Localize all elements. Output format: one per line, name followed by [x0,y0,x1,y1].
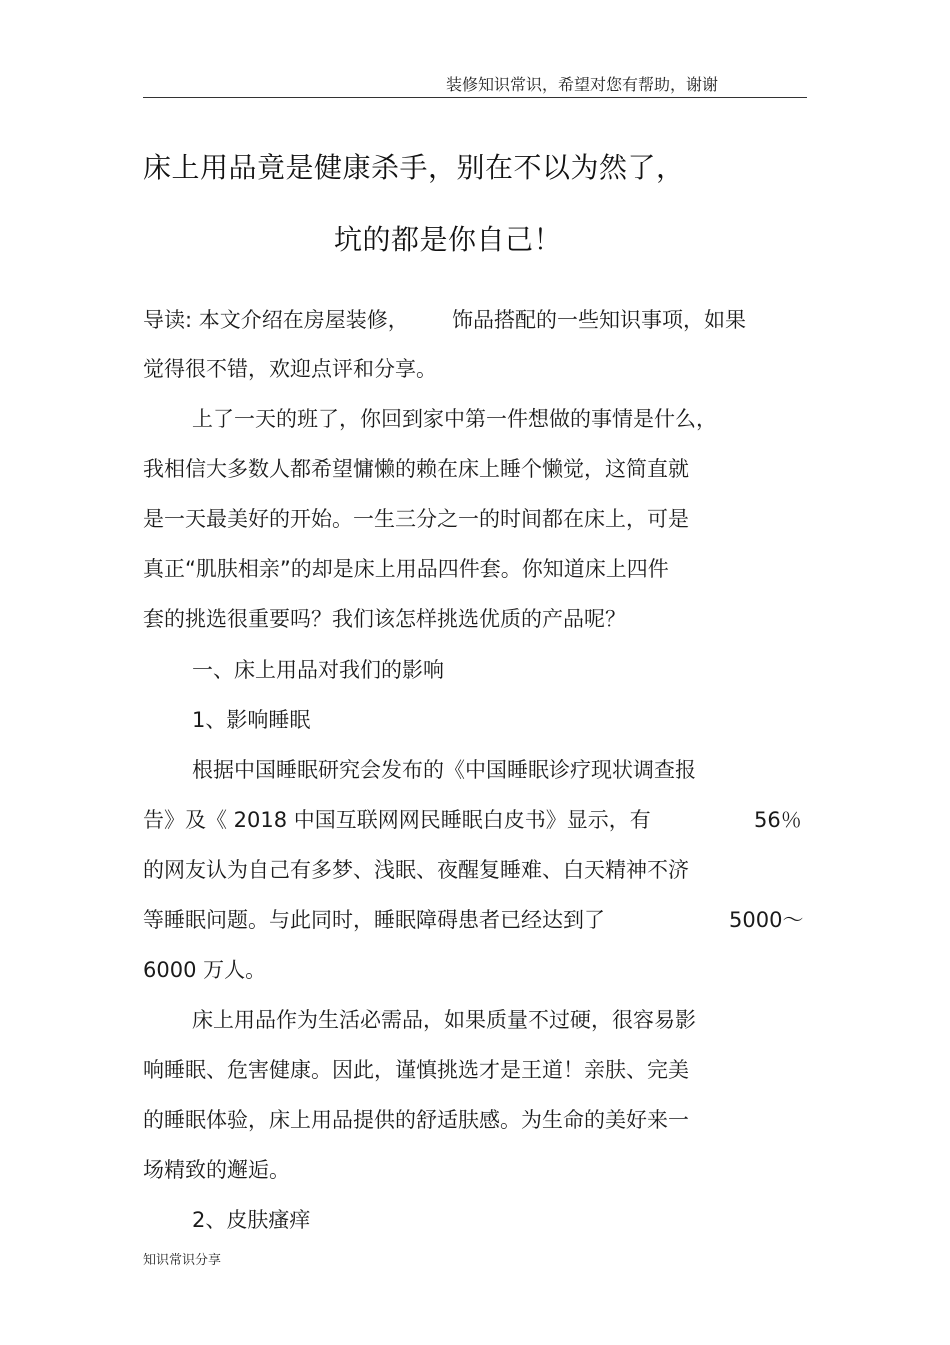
paragraph-line: 的睡眠体验，床上用品提供的舒适肤感。为生命的美好来一 [143,1108,689,1132]
intro-line: 觉得很不错，欢迎点评和分享。 [143,357,437,381]
paragraph-line: 的网友认为自己有多梦、浅眠、夜醒复睡难、白天精神不济 [143,858,689,882]
page-header: 装修知识常识，希望对您有帮助，谢谢 [446,75,719,94]
paragraph-line: 根据中国睡眠研究会发布的《中国睡眠诊疗现状调查报 [192,758,696,782]
intro-line: 饰品搭配的一些知识事项，如果 [452,308,746,332]
header-divider [143,97,807,98]
paragraph-line: 6000 万人。 [143,958,267,982]
subsection-heading: 2、皮肤瘙痒 [192,1208,311,1232]
paragraph-line: 是一天最美好的开始。一生三分之一的时间都在床上，可是 [143,507,689,531]
paragraph-line: 套的挑选很重要吗？我们该怎样挑选优质的产品呢？ [143,607,626,631]
paragraph-line: 我相信大多数人都希望慵懒的赖在床上睡个懒觉，这简直就 [143,457,689,481]
statistic-value: 56％ [754,808,802,832]
subsection-heading: 1、影响睡眠 [192,708,311,732]
paragraph-line: 上了一天的班了，你回到家中第一件想做的事情是什么， [192,407,717,431]
paragraph-line: 等睡眠问题。与此同时，睡眠障碍患者已经达到了 [143,908,605,932]
paragraph-line: 告》及《 2018 中国互联网网民睡眠白皮书》显示，有 [143,808,651,832]
paragraph-line: 床上用品作为生活必需品，如果质量不过硬，很容易影 [192,1008,696,1032]
article-title-line-1: 床上用品竟是健康杀手，别在不以为然了， [143,151,685,184]
paragraph-line: 场精致的邂逅。 [143,1158,290,1182]
statistic-value: 5000～ [729,908,804,932]
intro-line: 导读: 本文介绍在房屋装修， [143,308,409,332]
section-heading: 一、床上用品对我们的影响 [192,658,444,682]
article-title-line-2: 坑的都是你自己！ [334,223,563,256]
page-footer: 知识常识分享 [143,1253,222,1268]
paragraph-line: 响睡眠、危害健康。因此，谨慎挑选才是王道！亲肤、完美 [143,1058,689,1082]
paragraph-line: 真正“肌肤相亲”的却是床上用品四件套。你知道床上四件 [143,557,669,581]
